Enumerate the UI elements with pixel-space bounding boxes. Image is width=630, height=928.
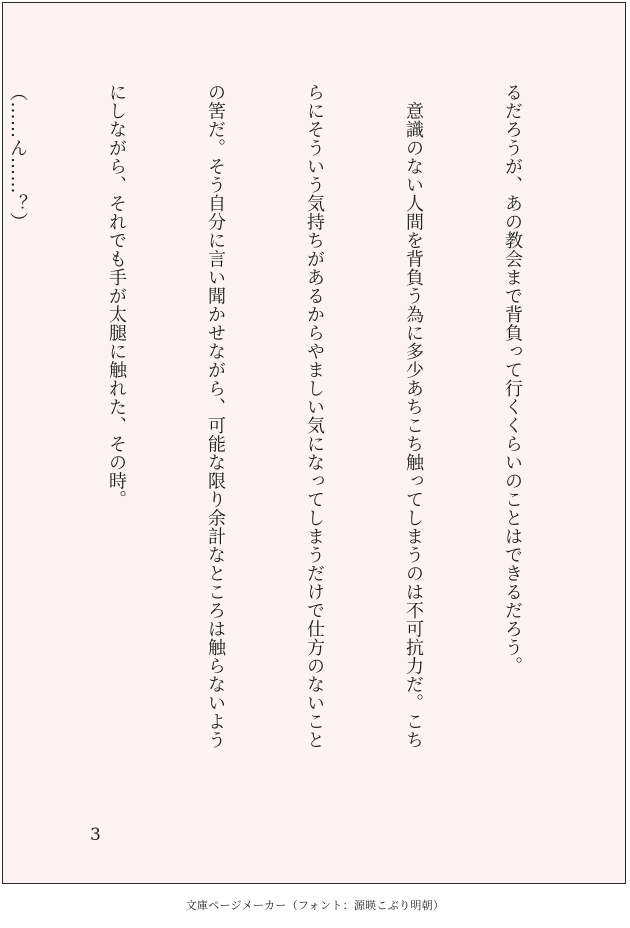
footer-caption: 文庫ページメーカー（フォント：源暎こぶり明朝） [185, 899, 445, 912]
text-line: の筈だ。そう自分に言い聞かせながら、可能な限り余計なところは触らないよう [205, 83, 226, 749]
page-number: 3 [90, 825, 101, 845]
text-line: にしながら、それでも手が太腿に触れた、その時。 [106, 83, 127, 509]
manuscript-page [2, 2, 626, 884]
text-line: らにそういう気持ちがあるからやましい気になってしまうだけで仕方のないこと [304, 83, 325, 749]
vertical-body-text [7, 83, 595, 783]
text-line: るだろうが、あの教会まで背負って行くくらいのことはできるだろう。 [502, 83, 523, 675]
text-line: （……ん……？） [7, 83, 28, 231]
text-line: 意識のない人間を背負う為に多少あちこち触ってしまうのは不可抗力だ。こち [403, 83, 424, 749]
